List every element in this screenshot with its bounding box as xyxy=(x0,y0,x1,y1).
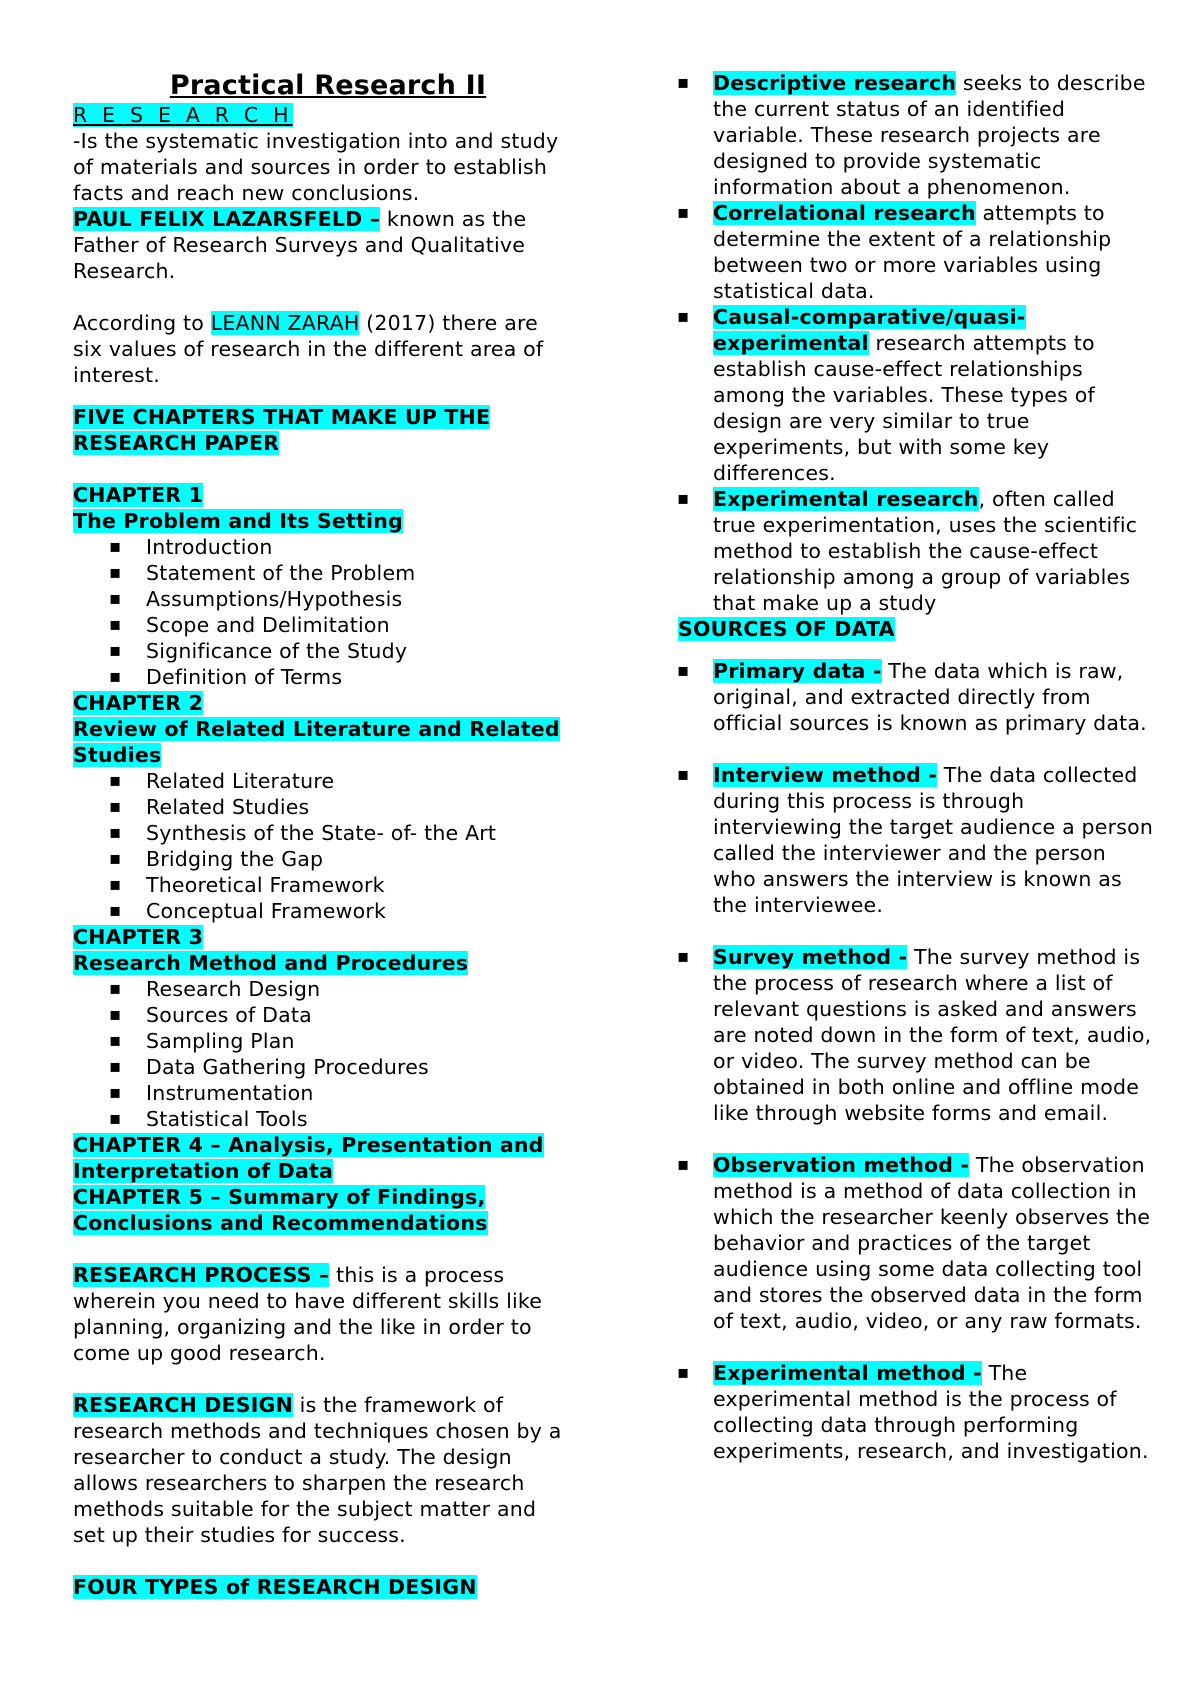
chapter2-list xyxy=(73,768,573,924)
sources-list xyxy=(678,658,1153,1464)
source-term: Primary data - xyxy=(713,659,882,683)
chapter4-heading-text: CHAPTER 4 – Analysis, Presentation and Interpretation of Data xyxy=(73,1133,544,1183)
right-column xyxy=(678,70,1153,1464)
source-text: The experimental method is the process of collecting data through performing experiments, research, and investigation. xyxy=(713,1361,1149,1463)
list-item: ▪ Assumptions/Hypothesis xyxy=(73,586,573,612)
source-text: The survey method is the process of research where a list of relevant questions is asked and answers are noted down in the form of text, audio, or video. The survey method can be obtained in both online and offline mode like through website forms and email. xyxy=(713,945,1152,1125)
spacer xyxy=(678,1126,1153,1152)
design-type-text: seeks to describe the current status of an identified variable. These research projects are designed to provide systematic information about a phenomenon. xyxy=(713,71,1146,199)
spacer xyxy=(678,736,1153,762)
list-item: ▪ Related Literature xyxy=(73,768,573,794)
research-design-paragraph xyxy=(73,1392,573,1548)
chapter4-heading xyxy=(73,1132,573,1184)
list-item: ▪ Bridging the Gap xyxy=(73,846,573,872)
source-text: The data collected during this process is through interviewing the target audience a person called the interviewer and the person who answers the interview is known as the interviewee. xyxy=(713,763,1154,917)
five-chapters-heading-text: FIVE CHAPTERS THAT MAKE UP THE RESEARCH PAPER xyxy=(73,405,491,455)
list-item: ▪ Related Studies xyxy=(73,794,573,820)
four-types-heading-text: FOUR TYPES of RESEARCH DESIGN xyxy=(73,1575,477,1599)
lazarsfeld-paragraph xyxy=(73,206,573,284)
chapter3-label-text: CHAPTER 3 xyxy=(73,925,204,949)
list-item xyxy=(678,944,1153,1126)
sources-heading xyxy=(678,616,1153,642)
four-types-heading xyxy=(73,1574,573,1600)
list-item: ▪ Sampling Plan xyxy=(73,1028,573,1054)
design-type-term: Experimental research xyxy=(713,487,979,511)
list-item: ▪ Introduction xyxy=(73,534,573,560)
list-item xyxy=(678,304,1153,486)
research-design-term: RESEARCH DESIGN xyxy=(73,1393,293,1417)
chapter3-title xyxy=(73,950,573,976)
chapter5-heading xyxy=(73,1184,573,1236)
source-text: The data which is raw, original, and extracted directly from official sources is known as primary data. xyxy=(713,659,1147,735)
zarah-pre: According to xyxy=(73,311,211,335)
page-title: Practical Research II xyxy=(169,70,487,101)
design-types-list xyxy=(678,70,1153,616)
list-item: ▪ Definition of Terms xyxy=(73,664,573,690)
source-term: Experimental method - xyxy=(713,1361,982,1385)
design-type-text: research attempts to establish cause-effect relationships among the variables. These types of design are very similar to true experiments, but with some key differences. xyxy=(713,331,1095,485)
list-item xyxy=(678,200,1153,304)
sources-heading-text: SOURCES OF DATA xyxy=(678,617,895,641)
spacer xyxy=(678,1334,1153,1360)
design-type-text: attempts to determine the extent of a relationship between two or more variables using statistical data. xyxy=(713,201,1112,303)
chapter5-heading-text: CHAPTER 5 – Summary of Findings, Conclusions and Recommendations xyxy=(73,1185,488,1235)
chapter2-title-text: Review of Related Literature and Related Studies xyxy=(73,717,560,767)
list-item: ▪ Statement of the Problem xyxy=(73,560,573,586)
design-type-term: Descriptive research xyxy=(713,71,957,95)
list-item xyxy=(678,486,1153,616)
zarah-paragraph xyxy=(73,310,573,388)
research-heading-text: R E S E A R C H xyxy=(73,103,293,127)
research-heading xyxy=(73,102,573,128)
spacer xyxy=(678,918,1153,944)
list-item: ▪ Instrumentation xyxy=(73,1080,573,1106)
list-item: ▪ Data Gathering Procedures xyxy=(73,1054,573,1080)
chapter1-title-text: The Problem and Its Setting xyxy=(73,509,403,533)
research-definition: -Is the systematic investigation into and study of materials and sources in order to establish facts and reach new conclusions. xyxy=(73,129,559,205)
zarah-name: LEANN ZARAH xyxy=(210,311,360,335)
list-item: ▪ Research Design xyxy=(73,976,573,1002)
chapter1-label-text: CHAPTER 1 xyxy=(73,483,204,507)
chapter2-label-text: CHAPTER 2 xyxy=(73,691,204,715)
chapter2-label xyxy=(73,690,573,716)
list-item: ▪ Sources of Data xyxy=(73,1002,573,1028)
source-text: The observation method is a method of data collection in which the researcher keenly observes the behavior and practices of the target audience using some data collecting tool and stores the observed data in the form of text, audio, video, or any raw formats. xyxy=(713,1153,1151,1333)
source-term: Observation method - xyxy=(713,1153,970,1177)
research-process-paragraph xyxy=(73,1262,573,1366)
list-item: ▪ Statistical Tools xyxy=(73,1106,573,1132)
chapter1-label xyxy=(73,482,573,508)
chapter1-list xyxy=(73,534,573,690)
list-item xyxy=(678,658,1153,736)
list-item xyxy=(678,70,1153,200)
source-term: Survey method - xyxy=(713,945,908,969)
source-term: Interview method - xyxy=(713,763,938,787)
chapter3-title-text: Research Method and Procedures xyxy=(73,951,469,975)
design-type-term: Correlational research xyxy=(713,201,976,225)
chapter3-label xyxy=(73,924,573,950)
list-item: ▪ Synthesis of the State- of- the Art xyxy=(73,820,573,846)
design-type-term: Causal-comparative/quasi-experimental xyxy=(713,305,1026,355)
list-item: ▪ Conceptual Framework xyxy=(73,898,573,924)
design-type-text: , often called true experimentation, uses the scientific method to establish the cause-effect relationship among a group of variables that make up a study xyxy=(713,487,1138,615)
chapter3-list xyxy=(73,976,573,1132)
five-chapters-heading xyxy=(73,404,573,456)
chapter2-title xyxy=(73,716,573,768)
list-item: ▪ Scope and Delimitation xyxy=(73,612,573,638)
list-item xyxy=(678,1152,1153,1334)
lazarsfeld-text: known as the Father of Research Surveys and Qualitative Research. xyxy=(73,207,527,283)
list-item: ▪ Theoretical Framework xyxy=(73,872,573,898)
left-column xyxy=(73,70,573,1600)
list-item xyxy=(678,762,1153,918)
research-process-term: RESEARCH PROCESS – xyxy=(73,1263,330,1287)
lazarsfeld-name: PAUL FELIX LAZARSFELD – xyxy=(73,207,381,231)
list-item xyxy=(678,1360,1153,1464)
research-design-text: is the framework of research methods and techniques chosen by a researcher to conduct a study. The design allows researchers to sharpen the research methods suitable for the subject matter and set up their studies for success. xyxy=(73,1393,562,1547)
chapter1-title xyxy=(73,508,573,534)
research-process-text: this is a process wherein you need to have different skills like planning, organizing and the like in order to come up good research. xyxy=(73,1263,543,1365)
zarah-post: (2017) there are six values of research in the different area of interest. xyxy=(73,311,544,387)
list-item: ▪ Significance of the Study xyxy=(73,638,573,664)
